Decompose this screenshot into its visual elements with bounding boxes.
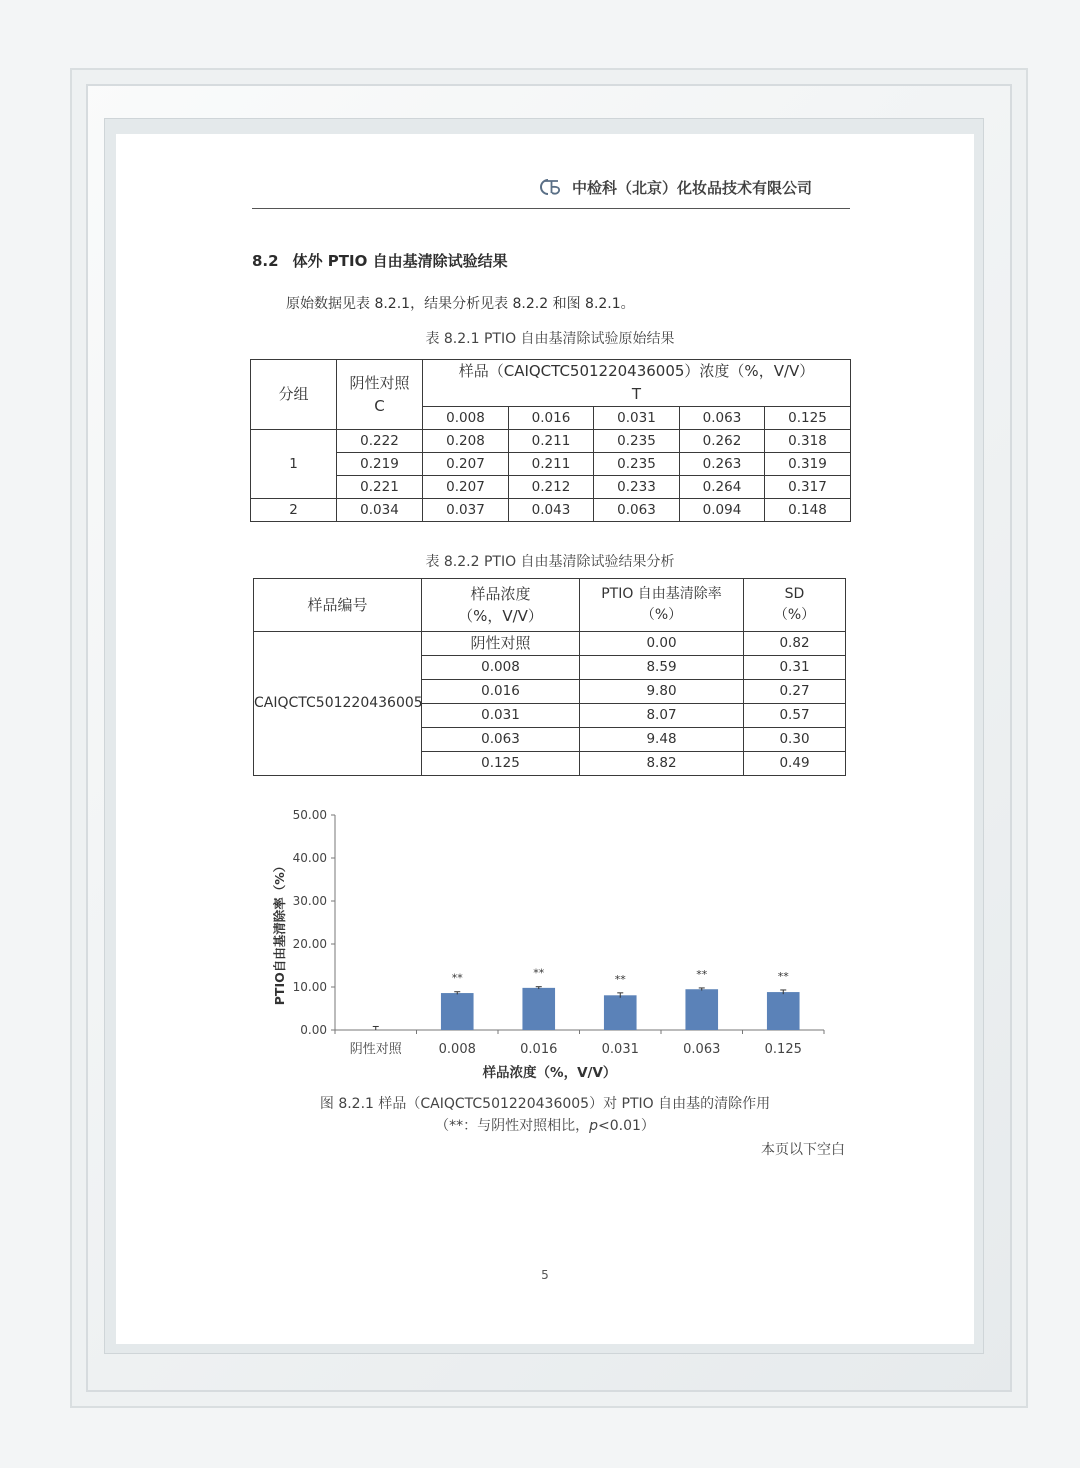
table-cell: 9.48 — [580, 728, 744, 752]
table-cell: 0.211 — [509, 430, 594, 453]
cts-logo-icon — [536, 177, 564, 197]
y-tick-label: 30.00 — [292, 894, 327, 908]
table-cell: 0.00 — [580, 632, 744, 656]
section-heading — [252, 250, 508, 271]
header-negative-control — [337, 360, 423, 430]
significance-mark: ** — [777, 969, 789, 983]
concentration-header: 0.016 — [509, 407, 594, 430]
table-cell: 0.262 — [680, 430, 765, 453]
y-tick-label: 40.00 — [292, 851, 327, 865]
table-cell: 0.57 — [744, 704, 846, 728]
header-scavenging-rate-name: PTIO 自由基清除率 — [601, 586, 722, 602]
chart-svg — [262, 800, 842, 1090]
raw-results-table — [250, 359, 851, 522]
table-cell: 0.094 — [680, 499, 765, 522]
concentration-header: 0.008 — [423, 407, 509, 430]
y-tick-label: 50.00 — [292, 808, 327, 822]
table-cell: 0.034 — [337, 499, 423, 522]
section-number: 8.2 — [252, 252, 279, 270]
table-cell: 0.233 — [594, 476, 680, 499]
table-cell: 0.037 — [423, 499, 509, 522]
figure-note-suffix: <0.01） — [597, 1118, 655, 1134]
scavenging-bar-chart — [262, 800, 842, 1090]
table-cell: 0.016 — [422, 680, 580, 704]
header-rule — [252, 208, 850, 209]
table-cell: 0.317 — [765, 476, 851, 499]
header-negative-control-code: C — [374, 396, 385, 415]
significance-mark: ** — [533, 966, 545, 980]
header-concentration — [422, 579, 580, 632]
table-row — [251, 499, 851, 522]
concentration-header: 0.031 — [594, 407, 680, 430]
table-cell: 0.221 — [337, 476, 423, 499]
bar — [767, 992, 800, 1030]
table-cell: 0.27 — [744, 680, 846, 704]
group-label: 2 — [251, 499, 337, 522]
significance-mark: ** — [451, 971, 463, 985]
header-sd-name: SD — [784, 586, 805, 602]
intro-paragraph: 原始数据见表 8.2.1，结果分析见表 8.2.2 和图 8.2.1。 — [286, 296, 635, 312]
bar — [604, 995, 637, 1030]
section-title: 体外 PTIO 自由基清除试验结果 — [292, 252, 508, 270]
table-cell: 0.235 — [594, 453, 680, 476]
table-cell: 0.063 — [594, 499, 680, 522]
x-tick-label: 0.031 — [601, 1042, 639, 1057]
table-cell: 8.07 — [580, 704, 744, 728]
sample-id-cell: CAIQCTC501220436005 — [254, 632, 422, 776]
x-tick-label: 0.008 — [438, 1042, 476, 1057]
header-group: 分组 — [251, 360, 337, 430]
table-cell: 0.235 — [594, 430, 680, 453]
table-row — [251, 453, 851, 476]
table1-caption: 表 8.2.1 PTIO 自由基清除试验原始结果 — [425, 331, 675, 347]
table-cell: 0.063 — [422, 728, 580, 752]
result-analysis-table — [253, 578, 846, 776]
page-header — [536, 176, 812, 198]
table-cell: 0.263 — [680, 453, 765, 476]
table-row — [251, 430, 851, 453]
figure-note-prefix: （**：与阴性对照相比， — [435, 1118, 590, 1134]
header-sample-concentration-text: 样品（CAIQCTC501220436005）浓度（%，V/V） — [458, 362, 815, 381]
table-cell: 8.59 — [580, 656, 744, 680]
blank-page-note: 本页以下空白 — [761, 1142, 845, 1158]
figure-caption: 图 8.2.1 样品（CAIQCTC501220436005）对 PTIO 自由基的清除作用 — [319, 1096, 771, 1112]
y-tick-label: 10.00 — [292, 980, 327, 994]
significance-mark: ** — [614, 972, 626, 986]
header-sample-id: 样品编号 — [254, 579, 422, 632]
table-cell: 0.82 — [744, 632, 846, 656]
table-cell: 0.148 — [765, 499, 851, 522]
x-axis-label: 样品浓度（%，V/V） — [482, 1065, 617, 1081]
x-tick-label: 0.063 — [683, 1042, 721, 1057]
table-cell: 8.82 — [580, 752, 744, 776]
table-cell: 0.219 — [337, 453, 423, 476]
table-cell: 0.008 — [422, 656, 580, 680]
table-cell: 0.211 — [509, 453, 594, 476]
table-cell: 0.125 — [422, 752, 580, 776]
table-cell: 0.222 — [337, 430, 423, 453]
table-cell: 0.207 — [423, 476, 509, 499]
x-tick-label: 0.016 — [520, 1042, 558, 1057]
concentration-header: 0.125 — [765, 407, 851, 430]
table-row — [254, 632, 846, 656]
header-sample-concentration — [423, 360, 851, 407]
header-sd — [744, 579, 846, 632]
concentration-header: 0.063 — [680, 407, 765, 430]
header-scavenging-rate — [580, 579, 744, 632]
table-cell: 0.207 — [423, 453, 509, 476]
table-cell: 0.319 — [765, 453, 851, 476]
table-cell: 0.212 — [509, 476, 594, 499]
y-tick-label: 20.00 — [292, 937, 327, 951]
table-cell: 0.208 — [423, 430, 509, 453]
table-cell: 0.318 — [765, 430, 851, 453]
table-cell: 0.30 — [744, 728, 846, 752]
table-cell: 9.80 — [580, 680, 744, 704]
page-number: 5 — [541, 1268, 549, 1282]
bar — [685, 989, 718, 1030]
table-cell: 阴性对照 — [422, 632, 580, 656]
header-concentration-unit: （%，V/V） — [458, 606, 543, 625]
table-row — [251, 476, 851, 499]
header-sample-code: T — [631, 385, 642, 403]
table-cell: 0.264 — [680, 476, 765, 499]
header-negative-control-name: 阴性对照 — [349, 373, 410, 392]
table-cell: 0.31 — [744, 656, 846, 680]
header-sd-unit: （%） — [773, 606, 816, 623]
x-tick-label: 阴性对照 — [349, 1042, 402, 1057]
bar — [441, 993, 474, 1030]
company-name: 中检科（北京）化妆品技术有限公司 — [572, 178, 813, 197]
table2-caption: 表 8.2.2 PTIO 自由基清除试验结果分析 — [425, 554, 675, 570]
figure-note-p: p — [589, 1118, 598, 1134]
header-scavenging-rate-unit: （%） — [640, 606, 683, 623]
y-tick-label: 0.00 — [300, 1023, 327, 1037]
y-axis-label: PTIO自由基清除率（%） — [272, 859, 287, 1006]
significance-mark: ** — [696, 967, 708, 981]
group-label: 1 — [251, 430, 337, 499]
table-cell: 0.043 — [509, 499, 594, 522]
table-cell: 0.49 — [744, 752, 846, 776]
figure-note — [300, 1115, 790, 1135]
header-concentration-name: 样品浓度 — [470, 584, 531, 603]
bar — [522, 988, 555, 1030]
x-tick-label: 0.125 — [764, 1042, 802, 1057]
table-cell: 0.031 — [422, 704, 580, 728]
